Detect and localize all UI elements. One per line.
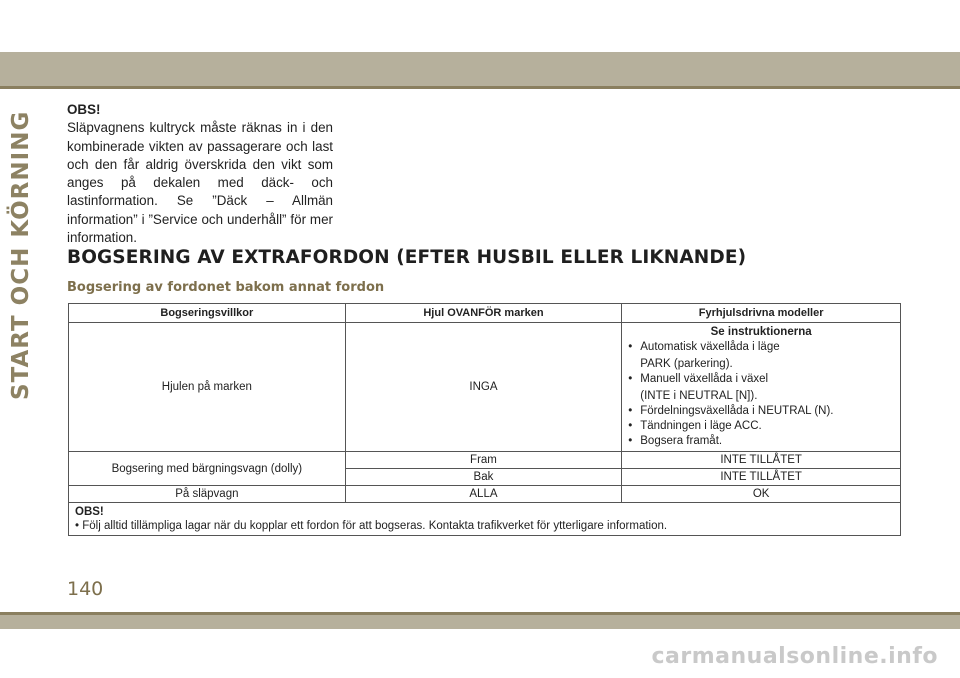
item-text: Manuell växellåda i växel [640,373,769,385]
table-note [69,503,901,536]
header-wheels: Hjul OVANFÖR marken [345,304,622,323]
cell-value: INTE TILLÅTET [622,469,901,486]
item-text: Tändningen i läge ACC. [640,420,762,432]
bullet: • [628,405,633,417]
bullet: • [628,435,633,447]
item-text-cont: PARK (parkering). [640,358,733,370]
instructions-list [628,340,894,449]
table-row [69,452,901,469]
list-item [628,434,894,449]
chapter-tab [8,110,48,400]
item-text: Fördelningsväxellåda i NEUTRAL (N). [640,405,834,417]
cell-value: INTE TILLÅTET [622,452,901,469]
cell-wheels: Fram [345,452,622,469]
cell-condition: På släpvagn [69,486,346,503]
towing-table [68,303,901,536]
cell-condition: Bogsering med bärgningsvagn (dolly) [69,452,346,486]
table-row [69,323,901,452]
table-note-label: OBS! [75,506,104,518]
bullet: • [628,373,633,385]
cell-wheels: Bak [345,469,622,486]
item-text: Bogsera framåt. [640,435,723,447]
header-band [0,52,960,86]
cell-wheels: ALLA [345,486,622,503]
item-text: Automatisk växellåda i läge [640,341,780,353]
table-header-row [69,304,901,323]
bullet: • [628,420,633,432]
header-rule [0,86,960,89]
table-row [69,486,901,503]
table-note-row [69,503,901,536]
table-note-text: Följ alltid tillämpliga lagar när du kopplar ett fordon för att bogseras. Kontakta trafikverket för ytterligare information. [82,520,668,532]
cell-condition: Hjulen på marken [69,323,346,452]
item-text-cont: (INTE i NEUTRAL [N]). [640,390,758,402]
cell-wheels: INGA [345,323,622,452]
section-title: BOGSERING AV EXTRAFORDON (EFTER HUSBIL ELLER LIKNANDE) [67,247,747,268]
list-item [628,372,894,404]
bullet: • [75,520,80,532]
page-number: 140 [67,578,104,600]
note-text: Släpvagnens kultryck måste räknas in i den kombinerade vikten av passagerare och last och den får aldrig överskrida den vikt som anges på dekalen med däck- och lastinformation. Se ”Däck – Allmän information” i ”Service och underhåll” för mer information. [67,120,333,246]
chapter-title: START OCH KÖRNING [8,110,34,400]
note-block [67,101,333,247]
header-condition: Bogseringsvillkor [69,304,346,323]
instructions-head: Se instruktionerna [710,326,812,338]
cell-instructions [622,323,901,452]
note-label: OBS! [67,102,101,117]
list-item [628,419,894,434]
list-item [628,404,894,419]
list-item [628,340,894,372]
header-4wd: Fyrhjulsdrivna modeller [622,304,901,323]
footer-band [0,615,960,629]
watermark: carmanualsonline.info [651,644,938,669]
cell-value: OK [622,486,901,503]
bullet: • [628,341,633,353]
sub-title: Bogsering av fordonet bakom annat fordon [67,280,385,295]
